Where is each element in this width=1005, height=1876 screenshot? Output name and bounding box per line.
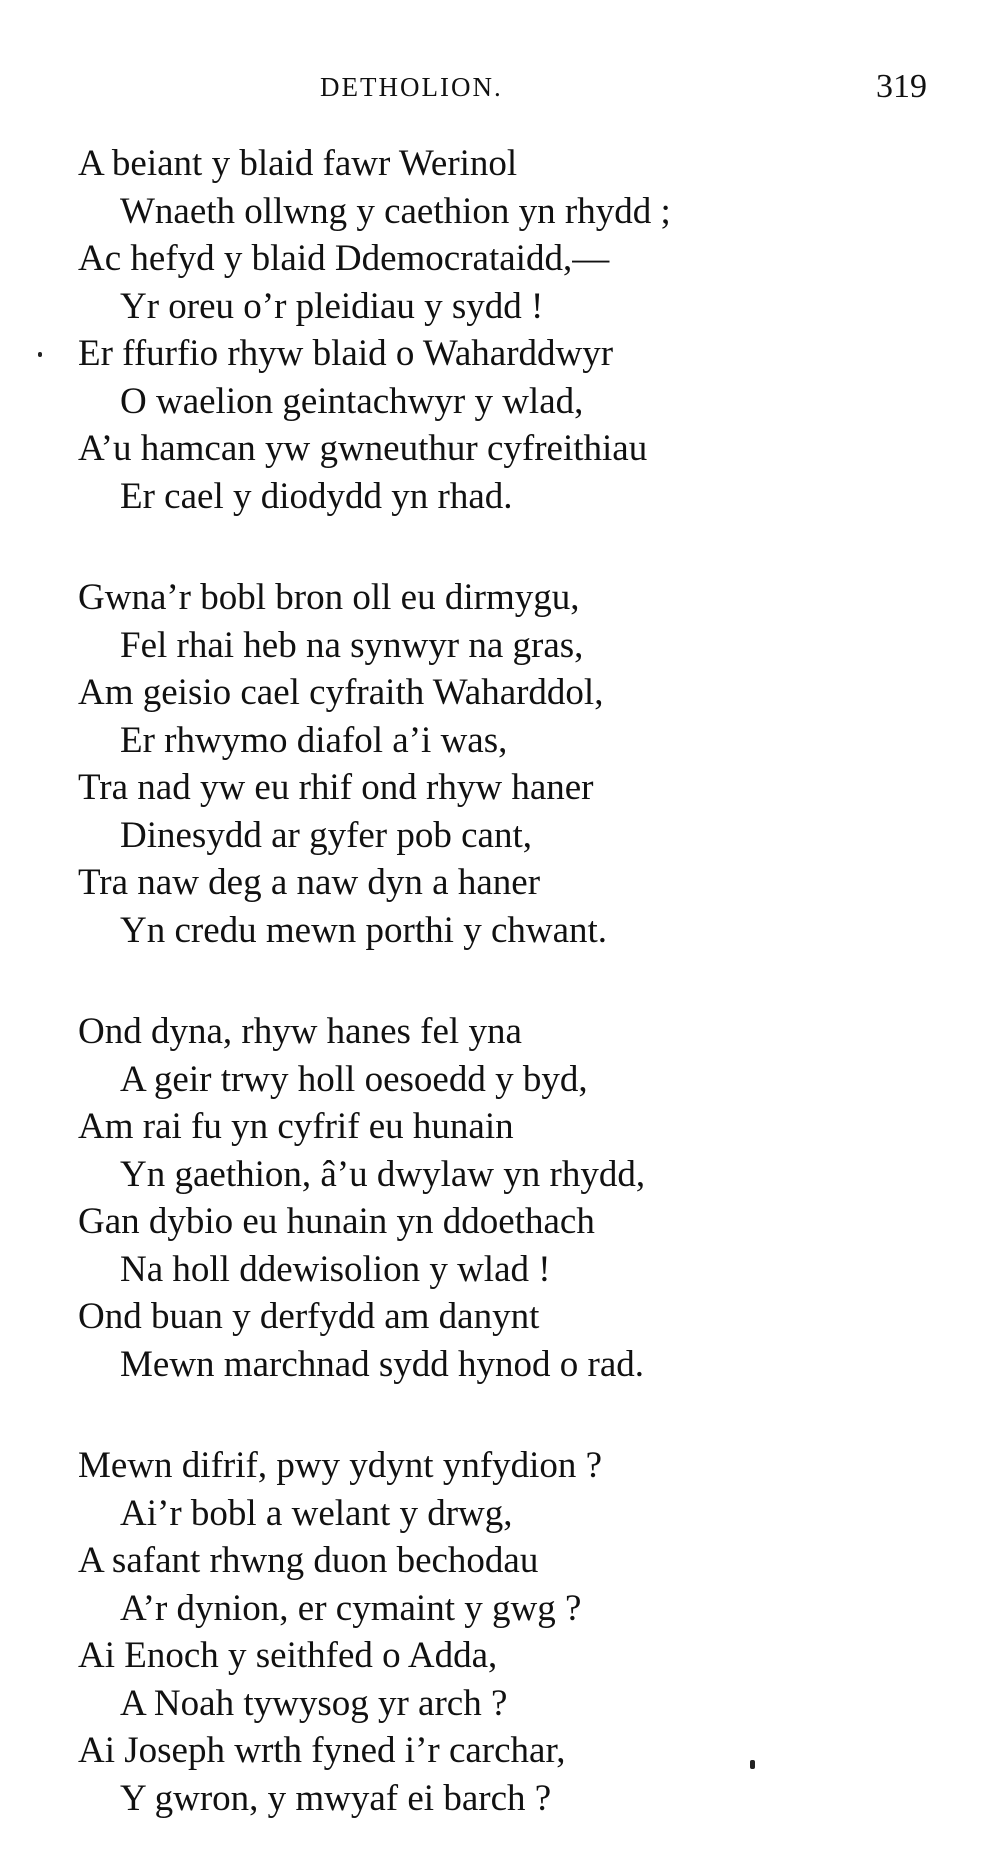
verse-line: Am geisio cael cyfraith Waharddol, [78,672,604,713]
ink-speck [38,352,42,357]
verse-line: Ai’r bobl a welant y drwg, [120,1492,513,1534]
verse-line: A’r dynion, er cymaint y gwg ? [120,1587,582,1629]
stanza [78,140,958,520]
verse-line: Ond buan y derfydd am danynt [78,1296,540,1337]
verse-line: Mewn difrif, pwy ydynt ynfydion ? [78,1445,603,1486]
running-head: DETHOLION. [320,72,503,102]
verse-line: A beiant y blaid fawr Werinol [78,143,518,184]
verse-line: Y gwron, y mwyaf ei barch ? [120,1777,552,1819]
verse-line: Er ffurfio rhyw blaid o Waharddwyr [78,333,614,374]
verse-line: Gwna’r bobl bron oll eu dirmygu, [78,577,580,618]
page-header [0,68,1005,112]
verse-line: Na holl ddewisolion y wlad ! [120,1248,551,1290]
stanza [78,1008,958,1388]
verse-line: Er cael y diodydd yn rhad. [120,475,513,517]
verse-line: Am rai fu yn cyfrif eu hunain [78,1106,514,1147]
verse-line: A’u hamcan yw gwneuthur cyfreithiau [78,428,648,469]
verse-line: Mewn marchnad sydd hynod o rad. [120,1343,645,1385]
ink-speck [750,1760,755,1769]
verse-line: Tra nad yw eu rhif ond rhyw haner [78,767,594,808]
stanza [78,1442,958,1822]
verse-line: Tra naw deg a naw dyn a haner [78,862,541,903]
verse-line: Yn gaethion, â’u dwylaw yn rhydd, [120,1153,646,1195]
verse-line: Yr oreu o’r pleidiau y sydd ! [120,285,544,327]
poem [78,140,958,1876]
stanza [78,574,958,954]
verse-line: Ai Enoch y seithfed o Adda, [78,1635,498,1676]
verse-line: Fel rhai heb na synwyr na gras, [120,624,584,666]
verse-line: A Noah tywysog yr arch ? [120,1682,508,1724]
verse-line: Er rhwymo diafol a’i was, [120,719,508,761]
page-number: 319 [876,68,927,105]
verse-line: Yn credu mewn porthi y chwant. [120,909,608,951]
verse-line: A safant rhwng duon bechodau [78,1540,539,1581]
verse-line: Ond dyna, rhyw hanes fel yna [78,1011,522,1052]
verse-line: A geir trwy holl oesoedd y byd, [120,1058,588,1100]
verse-line: Dinesydd ar gyfer pob cant, [120,814,533,856]
verse-line: Gan dybio eu hunain yn ddoethach [78,1201,595,1242]
verse-line: Ai Joseph wrth fyned i’r carchar, [78,1730,566,1771]
verse-line: Ac hefyd y blaid Ddemocrataidd,— [78,238,610,279]
verse-line: Wnaeth ollwng y caethion yn rhydd ; [120,190,671,232]
verse-line: O waelion geintachwyr y wlad, [120,380,584,422]
